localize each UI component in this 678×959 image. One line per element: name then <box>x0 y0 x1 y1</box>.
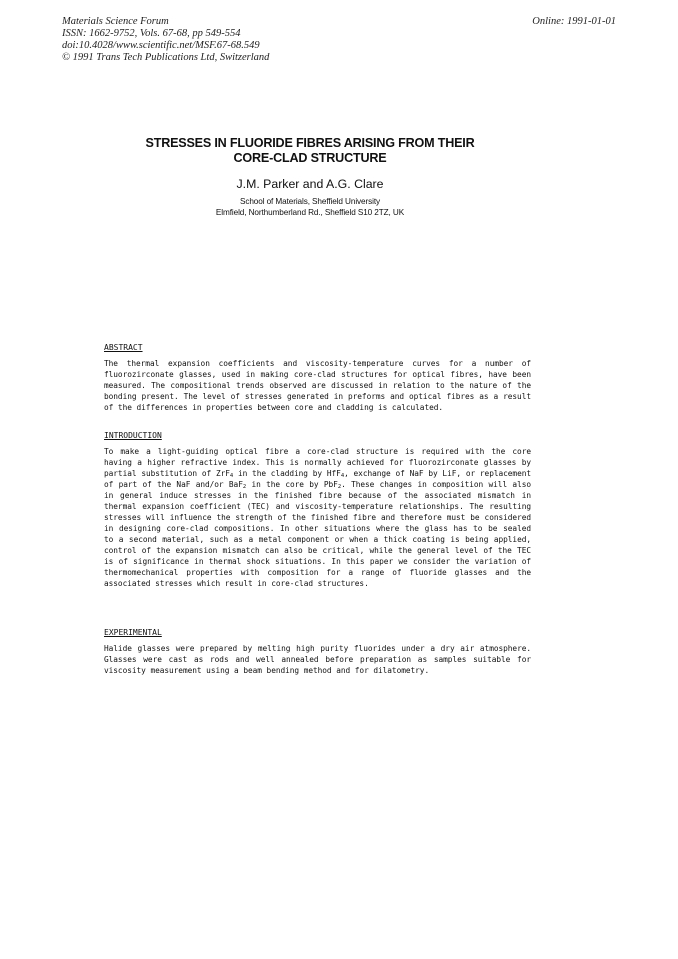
formula-baf2: BaF$_2$ <box>228 480 247 490</box>
experimental-heading: EXPERIMENTAL <box>104 628 162 637</box>
affiliation <box>0 196 620 218</box>
affiliation-line-2: Elmfield, Northumberland Rd., Sheffield S10 2TZ, UK <box>215 208 405 217</box>
introduction-text <box>104 446 531 589</box>
title-line-2: CORE-CLAD STRUCTURE <box>233 151 387 165</box>
experimental-section <box>104 627 531 676</box>
intro-text-part-4: in the core by <box>246 480 324 489</box>
copyright-line: © 1991 Trans Tech Publications Ltd, Switzerland <box>62 52 270 63</box>
affiliation-line-1: School of Materials, Sheffield University <box>239 197 380 206</box>
journal-name: Materials Science Forum <box>62 16 169 27</box>
paper-title <box>0 136 620 166</box>
intro-text-part-3: , exchange of NaF by LiF, or replacement of part of the NaF and/or <box>104 469 531 489</box>
experimental-text: Halide glasses were prepared by melting high purity fluorides under a dry air atmosphere. Glasses were cast as rods and well annealed before preparation as samples suitable for viscosity measurement using a beam bending method and for dilatometry. <box>104 644 531 675</box>
abstract-section <box>104 342 531 413</box>
title-line-1: STRESSES IN FLUORIDE FIBRES ARISING FROM THEIR <box>145 136 475 150</box>
intro-text-part-2: in the cladding by <box>233 469 327 478</box>
formula-hff4: HfF$_4$ <box>326 469 345 479</box>
introduction-section <box>104 430 531 589</box>
intro-text-part-5: . These changes in composition will also in general induce stresses in the finished fibre because of the associated mismatch in thermal expansion coefficient (TEC) and viscosity-temperature relationships. The resulting stresses will influence the strength of the finished fibre and therefore must be considered in designing core-clad compositions. In other situations where the glass has to be sealed to a second material, such as a metal component or when a thick coating is being applied, control of the expansion mismatch can also be critical, while the general level of the TEC is of significance in thermal shock situations. In this paper we consider the variation of thermomechanical properties with composition for a range of fluoride glasses and the associated stresses which result in core-clad structures. <box>104 480 532 588</box>
introduction-heading: INTRODUCTION <box>104 431 162 440</box>
abstract-heading: ABSTRACT <box>104 343 143 352</box>
issn-line: ISSN: 1662-9752, Vols. 67-68, pp 549-554 <box>62 28 241 39</box>
doi-line: doi:10.4028/www.scientific.net/MSF.67-68.549 <box>62 40 260 51</box>
formula-pbf2: PbF$_2$ <box>323 480 342 490</box>
formula-zrf4: ZrF$_4$ <box>215 469 234 479</box>
authors: J.M. Parker and A.G. Clare <box>236 177 384 191</box>
abstract-text: The thermal expansion coefficients and viscosity-temperature curves for a number of fluorozirconate glasses, used in making core-clad structures for optical fibres, have been measured. The compositional trends observed are discussed in relation to the nature of the bonding present. The level of stresses generated in preforms and optical fibres as a result of the differences in properties between core and cladding is calculated. <box>104 359 531 412</box>
online-date: Online: 1991-01-01 <box>532 16 616 27</box>
publication-info <box>62 16 269 64</box>
intro-text-part-1: To make a light-guiding optical fibre a core-clad structure is required with the core having a higher refractive index. This is normally achieved for fluorozirconate glasses by partial substitution of <box>104 447 531 478</box>
